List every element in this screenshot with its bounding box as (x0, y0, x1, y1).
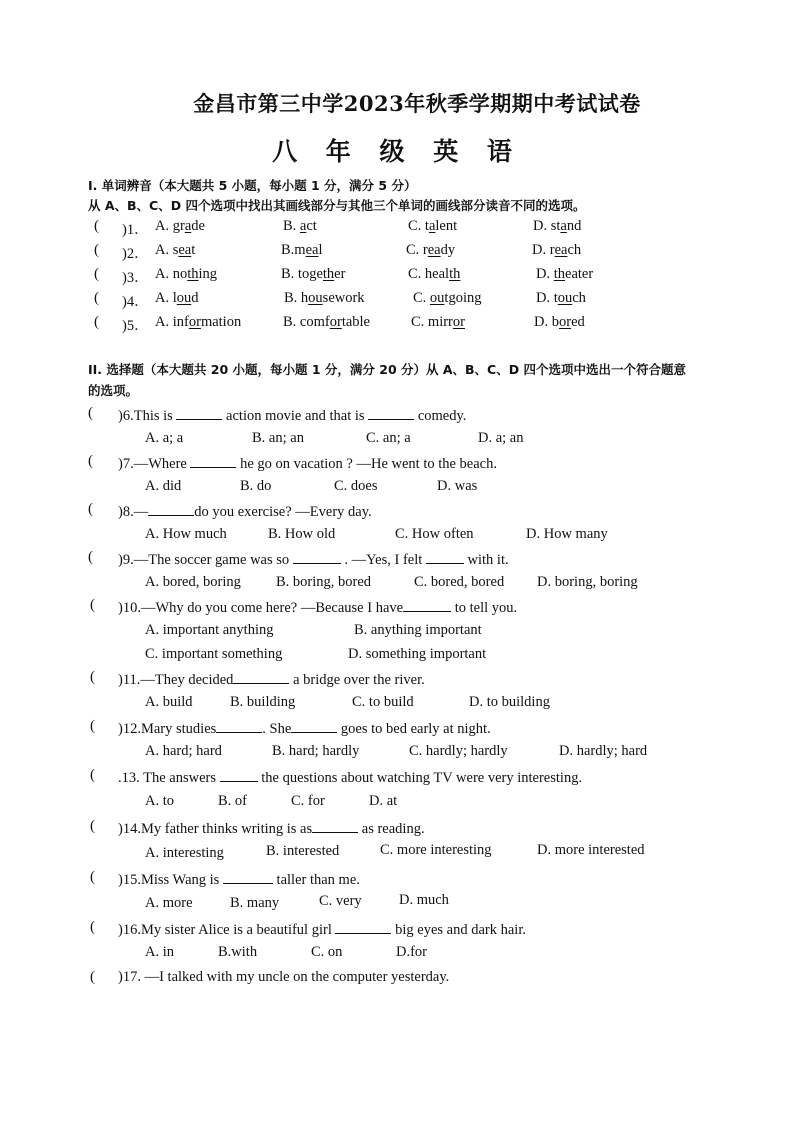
answer-paren: ( (94, 218, 99, 234)
q2-option-b[interactable] (281, 242, 322, 259)
option-text: ing (198, 266, 218, 282)
underlined-sound: th (322, 266, 335, 282)
q3-option-b[interactable] (281, 266, 345, 283)
q5-option-d[interactable] (534, 314, 585, 331)
q11-option-c[interactable]: C. to build (352, 694, 414, 710)
option-text: A. no (155, 266, 188, 282)
q8-option-a[interactable]: A. How much (145, 526, 227, 542)
answer-paren: ( (88, 501, 93, 517)
question-7: )7.—Where he go on vacation ? —He went to the beach. (118, 453, 497, 473)
q16-option-a[interactable]: A. in (145, 944, 174, 960)
answer-paren: ( (88, 453, 93, 469)
option-text: de (191, 218, 205, 234)
option-text: D. b (534, 314, 559, 330)
q5-option-b[interactable] (283, 314, 370, 331)
option-text: D. (536, 266, 554, 282)
q2-option-d[interactable] (532, 242, 581, 259)
q3-option-d[interactable] (536, 266, 593, 283)
q2-option-a[interactable] (155, 242, 195, 259)
underlined-sound: a (428, 218, 436, 234)
option-text: C. heal (408, 266, 450, 282)
section2-heading-cont: 的选项。 (88, 383, 139, 398)
q4-option-c[interactable] (413, 290, 481, 307)
question-number: )4． (122, 294, 149, 310)
question-6: )6.This is action movie and that is comedy. (118, 405, 466, 425)
q4-option-a[interactable] (155, 290, 199, 307)
option-text: A. s (155, 242, 179, 258)
option-text: mation (200, 314, 242, 330)
option-text: C. r (406, 242, 428, 258)
q8-option-c[interactable]: C. How often (395, 526, 474, 542)
option-text: B. toge (281, 266, 323, 282)
question-number: )1． (122, 222, 149, 238)
q1-option-b[interactable] (283, 218, 317, 235)
q13-option-d[interactable]: D. at (369, 793, 398, 809)
q4-option-d[interactable] (536, 290, 586, 307)
q1-option-c[interactable] (408, 218, 457, 235)
q11-option-a[interactable]: A. build (145, 694, 193, 710)
q8-option-d[interactable]: D. How many (526, 526, 608, 542)
answer-paren: ( (94, 314, 99, 330)
q15-option-a[interactable]: A. more (145, 895, 193, 911)
underlined-sound: ea (178, 242, 192, 258)
q15-option-c[interactable]: C. very (319, 893, 362, 909)
answer-paren: ( (90, 597, 95, 613)
option-text: A. gr (155, 218, 185, 234)
answer-paren: ( (90, 669, 95, 685)
q13-option-b[interactable]: B. of (218, 793, 247, 809)
section1-instruction: 从 A、B、C、D 四个选项中找出其画线部分与其他三个单词的画线部分读音不同的选项。 (88, 198, 586, 213)
option-text: er (334, 266, 346, 282)
answer-paren: ( (90, 919, 95, 935)
underlined-sound: ea (554, 242, 568, 258)
q1-option-a[interactable] (155, 218, 205, 235)
option-text: ed (571, 314, 585, 330)
question-8: )8.— do you exercise? —Every day. (118, 501, 372, 521)
answer-paren: ( (90, 869, 95, 885)
q6-option-b[interactable]: B. an; an (252, 430, 304, 446)
q14-option-d[interactable]: D. more interested (537, 842, 645, 858)
answer-paren: ( (90, 767, 95, 783)
underlined-sound: or (329, 314, 342, 330)
question-17: )17. —I talked with my uncle on the computer yesterday. (118, 969, 450, 985)
question-13: .13. The answers the questions about watching TV were very interesting. (118, 767, 582, 787)
q2-option-c[interactable] (406, 242, 455, 259)
option-text: C. (413, 290, 430, 306)
q14-option-b[interactable]: B. interested (266, 843, 340, 859)
option-text: B. h (284, 290, 309, 306)
section1-heading: I. 单词辨音（本大题共 5 小题，每小题 1 分，满分 5 分） (88, 178, 417, 193)
q3-option-c[interactable] (408, 266, 460, 283)
section2-heading: II. 选择题（本大题共 20 小题，每小题 1 分，满分 20 分）从 A、B、C、D 四个选项中选出一个符合题意 (88, 362, 686, 377)
option-text: tgoing (444, 290, 482, 306)
question-9: )9.—The soccer game was so . —Yes, I felt with it. (118, 549, 509, 569)
option-text: A. inf (155, 314, 189, 330)
option-text: D. r (532, 242, 555, 258)
q16-option-c[interactable]: C. on (311, 944, 343, 960)
underlined-sound: ea (427, 242, 441, 258)
question-number: )2． (122, 246, 149, 262)
answer-paren: ( (94, 266, 99, 282)
q6-option-a[interactable]: A. a; a (145, 430, 184, 446)
answer-paren: ( (90, 818, 95, 834)
q14-option-a[interactable]: A. interesting (145, 845, 224, 861)
subject-title: 八 年 级 英 语 (272, 137, 522, 166)
option-text: d (191, 290, 199, 306)
underlined-sound: a (184, 218, 192, 234)
q7-option-d[interactable]: D. was (437, 478, 478, 494)
q6-option-d[interactable]: D. a; an (478, 430, 524, 446)
underlined-sound: th (449, 266, 461, 282)
q3-option-a[interactable] (155, 266, 217, 283)
q7-option-a[interactable]: A. did (145, 478, 182, 494)
option-text: eater (565, 266, 594, 282)
question-number: )5． (122, 318, 149, 334)
q13-option-a[interactable]: A. to (145, 793, 174, 809)
option-text: C. mirr (411, 314, 453, 330)
q12-option-c[interactable]: C. hardly; hardly (409, 743, 508, 759)
question-12: )12.Mary studies . She goes to bed early at night. (118, 718, 491, 738)
q11-option-d[interactable]: D. to building (469, 694, 550, 710)
q1-option-d[interactable] (533, 218, 581, 235)
option-text: D. t (536, 290, 558, 306)
underlined-sound: or (188, 314, 201, 330)
answer-paren: ( (94, 290, 99, 306)
school-title: 金昌市第三中学2023年秋季学期期中考试试卷 (193, 91, 641, 116)
underlined-sound: or (452, 314, 465, 330)
answer-paren: ( (90, 718, 95, 734)
q10-option-b[interactable]: B. anything important (354, 622, 482, 638)
underlined-sound: a (299, 218, 307, 234)
q9-option-a[interactable]: A. bored, boring (145, 574, 241, 590)
underlined-sound: ea (305, 242, 319, 258)
q10-option-c[interactable]: C. important something (145, 646, 283, 662)
option-text: t (191, 242, 196, 258)
question-11: )11.—They decided a bridge over the river. (118, 669, 425, 689)
q15-option-b[interactable]: B. many (230, 895, 280, 911)
q9-option-d[interactable]: D. boring, boring (537, 574, 638, 590)
q7-option-b[interactable]: B. do (240, 478, 272, 494)
option-text: sework (322, 290, 365, 306)
q10-option-d[interactable]: D. something important (348, 646, 487, 662)
option-text: lent (435, 218, 458, 234)
question-15: )15.Miss Wang is taller than me. (118, 869, 360, 889)
q10-option-a[interactable]: A. important anything (145, 622, 274, 638)
option-text: nd (566, 218, 582, 234)
option-text: C. t (408, 218, 429, 234)
option-text: ch (572, 290, 586, 306)
q14-option-c[interactable]: C. more interesting (380, 842, 492, 858)
question-10: )10.—Why do you come here? —Because I have to tell you. (118, 597, 517, 617)
option-text: table (341, 314, 370, 330)
option-text: ct (306, 218, 317, 234)
q11-option-b[interactable]: B. building (230, 694, 296, 710)
q16-option-b[interactable]: B.with (218, 944, 258, 960)
underlined-sound: or (558, 314, 572, 330)
q8-option-b[interactable]: B. How old (268, 526, 336, 542)
answer-paren: ( (88, 549, 93, 565)
q13-option-c[interactable]: C. for (291, 793, 325, 809)
q6-option-c[interactable]: C. an; a (366, 430, 411, 446)
option-text: A. l (155, 290, 177, 306)
answer-paren: ( (88, 405, 93, 421)
answer-paren: ( (94, 242, 99, 258)
underlined-sound: ou (308, 290, 323, 306)
underlined-sound: a (560, 218, 567, 234)
option-text: D. st (533, 218, 561, 234)
question-number: )3． (122, 270, 149, 286)
option-text: B. comf (283, 314, 330, 330)
underlined-sound: ou (557, 290, 573, 306)
underlined-sound: ou (176, 290, 192, 306)
q16-option-d[interactable]: D.for (396, 944, 428, 960)
q4-option-b[interactable] (284, 290, 365, 307)
q15-option-d[interactable]: D. much (399, 892, 449, 908)
question-14: )14.My father thinks writing is as as reading. (118, 818, 425, 838)
q5-option-a[interactable] (155, 314, 241, 331)
q7-option-c[interactable]: C. does (334, 478, 378, 494)
q9-option-c[interactable]: C. bored, bored (414, 574, 505, 590)
underlined-sound: th (553, 266, 566, 282)
option-text: l (318, 242, 323, 258)
q12-option-b[interactable]: B. hard; hardly (272, 743, 360, 759)
q9-option-b[interactable]: B. boring, bored (276, 574, 372, 590)
question-16: )16.My sister Alice is a beautiful girl big eyes and dark hair. (118, 919, 526, 939)
q12-option-d[interactable]: D. hardly; hard (559, 743, 648, 759)
option-text: dy (440, 242, 456, 258)
option-text: ch (567, 242, 582, 258)
q12-option-a[interactable]: A. hard; hard (145, 743, 222, 759)
answer-paren: ( (90, 969, 95, 985)
underlined-sound: ou (429, 290, 445, 306)
underlined-sound: th (187, 266, 199, 282)
option-text: B. (283, 218, 300, 234)
q5-option-c[interactable] (411, 314, 465, 331)
option-text: B.m (281, 242, 306, 258)
